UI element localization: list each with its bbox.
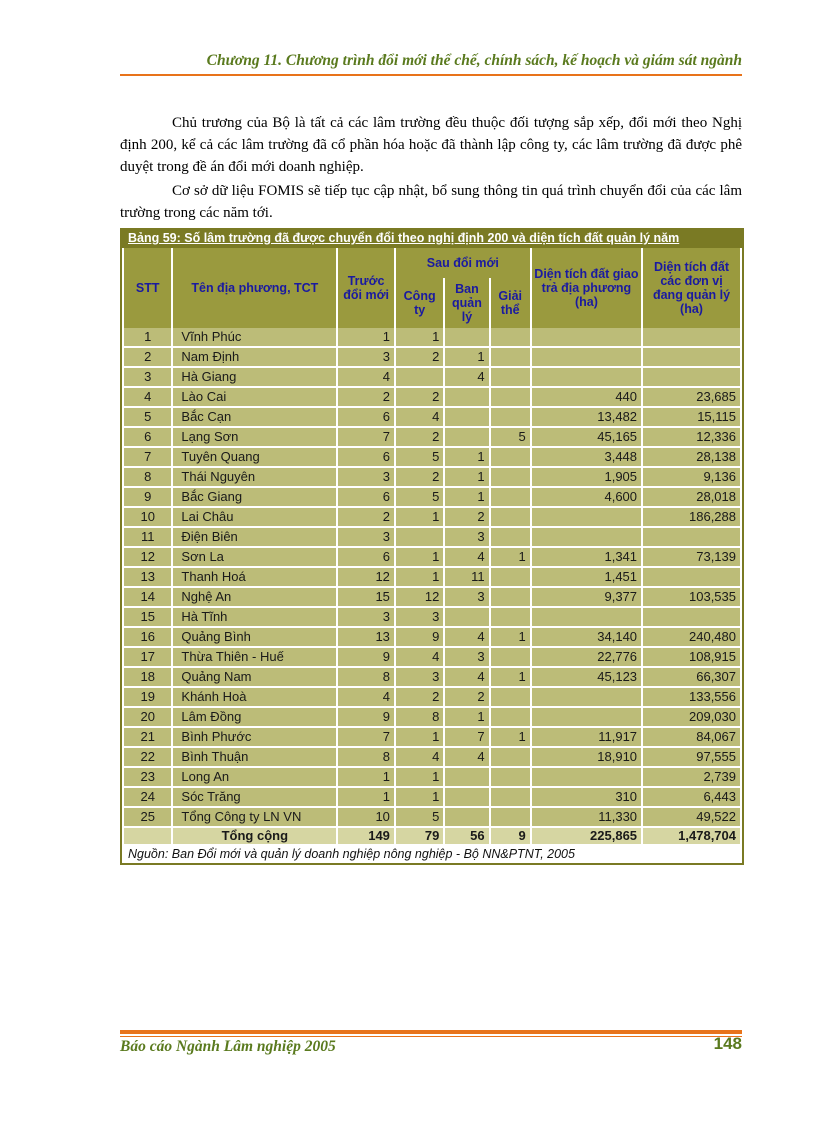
cell-stt: 21 xyxy=(124,728,171,748)
cell-stt: 20 xyxy=(124,708,171,728)
cell-dissolved xyxy=(491,388,530,408)
cell-area-managed: 6,443 xyxy=(643,788,740,808)
cell-name: Sóc Trăng xyxy=(173,788,336,808)
cell-board: 1 xyxy=(445,488,488,508)
cell-area-returned: 1,451 xyxy=(532,568,641,588)
cell-name: Sơn La xyxy=(173,548,336,568)
cell-name: Hà Giang xyxy=(173,368,336,388)
cell-name: Lào Cai xyxy=(173,388,336,408)
table-row xyxy=(124,408,740,428)
cell-dissolved xyxy=(491,468,530,488)
cell-company: 3 xyxy=(396,608,443,628)
cell-company: 9 xyxy=(396,628,443,648)
cell-name: Bình Thuận xyxy=(173,748,336,768)
cell-area-returned xyxy=(532,688,641,708)
cell-board xyxy=(445,328,488,348)
total-board: 56 xyxy=(445,828,488,846)
cell-name: Lạng Sơn xyxy=(173,428,336,448)
cell-area-managed xyxy=(643,568,740,588)
total-dissolved: 9 xyxy=(491,828,530,846)
cell-board: 3 xyxy=(445,528,488,548)
cell-stt: 14 xyxy=(124,588,171,608)
cell-stt: 22 xyxy=(124,748,171,768)
cell-before: 2 xyxy=(338,508,394,528)
cell-dissolved xyxy=(491,508,530,528)
table-row xyxy=(124,648,740,668)
header-area-managed: Diện tích đất các đơn vị đang quản lý (ha) xyxy=(643,248,740,328)
table-row xyxy=(124,328,740,348)
cell-stt: 17 xyxy=(124,648,171,668)
cell-dissolved xyxy=(491,788,530,808)
cell-board: 1 xyxy=(445,448,488,468)
page-number: 148 xyxy=(713,1034,742,1053)
total-before: 149 xyxy=(338,828,394,846)
cell-dissolved xyxy=(491,528,530,548)
cell-area-returned: 3,448 xyxy=(532,448,641,468)
cell-before: 6 xyxy=(338,488,394,508)
header-after-group: Sau đổi mới xyxy=(396,248,530,278)
cell-area-managed: 12,336 xyxy=(643,428,740,448)
cell-board: 4 xyxy=(445,748,488,768)
cell-board xyxy=(445,408,488,428)
table-row xyxy=(124,568,740,588)
table-row xyxy=(124,668,740,688)
cell-area-returned: 1,905 xyxy=(532,468,641,488)
cell-before: 1 xyxy=(338,328,394,348)
table-row xyxy=(124,688,740,708)
cell-area-managed xyxy=(643,328,740,348)
table-caption: Bảng 59: Số lâm trường đã được chuyển đổi theo nghị định 200 và diện tích đất quản lý năm xyxy=(122,230,742,248)
cell-area-managed: 240,480 xyxy=(643,628,740,648)
cell-board: 4 xyxy=(445,368,488,388)
cell-area-managed: 103,535 xyxy=(643,588,740,608)
table-row xyxy=(124,628,740,648)
cell-before: 1 xyxy=(338,768,394,788)
cell-stt: 19 xyxy=(124,688,171,708)
cell-dissolved xyxy=(491,748,530,768)
cell-area-returned: 4,600 xyxy=(532,488,641,508)
table-row xyxy=(124,528,740,548)
cell-stt: 16 xyxy=(124,628,171,648)
table-row xyxy=(124,788,740,808)
table-row xyxy=(124,588,740,608)
conversion-table xyxy=(122,248,742,846)
cell-area-managed: 28,138 xyxy=(643,448,740,468)
table-row xyxy=(124,548,740,568)
cell-board xyxy=(445,788,488,808)
cell-company: 5 xyxy=(396,488,443,508)
footer-rule xyxy=(120,1030,742,1037)
cell-stt: 3 xyxy=(124,368,171,388)
table-row xyxy=(124,768,740,788)
table-row xyxy=(124,368,740,388)
cell-dissolved: 1 xyxy=(491,548,530,568)
table-row xyxy=(124,708,740,728)
cell-dissolved: 5 xyxy=(491,428,530,448)
cell-before: 9 xyxy=(338,648,394,668)
cell-name: Lai Châu xyxy=(173,508,336,528)
cell-company: 12 xyxy=(396,588,443,608)
cell-name: Thái Nguyên xyxy=(173,468,336,488)
cell-stt: 7 xyxy=(124,448,171,468)
cell-area-returned: 45,123 xyxy=(532,668,641,688)
cell-board xyxy=(445,428,488,448)
cell-before: 9 xyxy=(338,708,394,728)
cell-area-managed: 49,522 xyxy=(643,808,740,828)
total-area-managed: 1,478,704 xyxy=(643,828,740,846)
table-row xyxy=(124,508,740,528)
cell-area-returned xyxy=(532,508,641,528)
cell-dissolved xyxy=(491,688,530,708)
cell-area-managed xyxy=(643,608,740,628)
cell-area-returned: 18,910 xyxy=(532,748,641,768)
cell-dissolved xyxy=(491,348,530,368)
header-name: Tên địa phương, TCT xyxy=(173,248,336,328)
cell-area-managed: 66,307 xyxy=(643,668,740,688)
cell-name: Quảng Nam xyxy=(173,668,336,688)
cell-board: 1 xyxy=(445,708,488,728)
cell-name: Bắc Giang xyxy=(173,488,336,508)
cell-name: Nghệ An xyxy=(173,588,336,608)
cell-name: Bắc Cạn xyxy=(173,408,336,428)
cell-stt: 8 xyxy=(124,468,171,488)
cell-area-returned xyxy=(532,708,641,728)
cell-before: 3 xyxy=(338,528,394,548)
cell-before: 12 xyxy=(338,568,394,588)
cell-area-managed: 97,555 xyxy=(643,748,740,768)
cell-board: 3 xyxy=(445,648,488,668)
cell-dissolved xyxy=(491,368,530,388)
cell-area-managed: 28,018 xyxy=(643,488,740,508)
cell-name: Long An xyxy=(173,768,336,788)
cell-area-returned: 440 xyxy=(532,388,641,408)
table-row xyxy=(124,728,740,748)
table-row xyxy=(124,448,740,468)
cell-company: 1 xyxy=(396,508,443,528)
cell-area-returned: 310 xyxy=(532,788,641,808)
chapter-header: Chương 11. Chương trình đổi mới thể chế, chính sách, kế hoạch và giám sát ngành xyxy=(206,52,742,69)
cell-area-managed xyxy=(643,348,740,368)
cell-dissolved xyxy=(491,408,530,428)
cell-area-managed: 108,915 xyxy=(643,648,740,668)
cell-name: Vĩnh Phúc xyxy=(173,328,336,348)
cell-area-returned xyxy=(532,328,641,348)
cell-area-managed: 23,685 xyxy=(643,388,740,408)
cell-dissolved xyxy=(491,708,530,728)
cell-before: 6 xyxy=(338,448,394,468)
cell-stt: 2 xyxy=(124,348,171,368)
cell-area-returned xyxy=(532,768,641,788)
table-row xyxy=(124,428,740,448)
cell-before: 4 xyxy=(338,368,394,388)
cell-stt: 11 xyxy=(124,528,171,548)
cell-company xyxy=(396,528,443,548)
cell-board xyxy=(445,768,488,788)
cell-stt: 18 xyxy=(124,668,171,688)
cell-name: Thanh Hoá xyxy=(173,568,336,588)
cell-board xyxy=(445,388,488,408)
cell-board: 4 xyxy=(445,628,488,648)
total-company: 79 xyxy=(396,828,443,846)
cell-stt: 10 xyxy=(124,508,171,528)
cell-before: 10 xyxy=(338,808,394,828)
table-row xyxy=(124,608,740,628)
cell-area-managed xyxy=(643,528,740,548)
cell-name: Lâm Đồng xyxy=(173,708,336,728)
cell-board xyxy=(445,608,488,628)
cell-before: 13 xyxy=(338,628,394,648)
cell-before: 3 xyxy=(338,348,394,368)
cell-company: 8 xyxy=(396,708,443,728)
cell-name: Tuyên Quang xyxy=(173,448,336,468)
cell-dissolved xyxy=(491,648,530,668)
data-table-frame xyxy=(120,228,744,865)
total-row xyxy=(124,828,740,846)
cell-stt: 13 xyxy=(124,568,171,588)
cell-before: 6 xyxy=(338,548,394,568)
cell-before: 2 xyxy=(338,388,394,408)
header-dissolved: Giải thể xyxy=(491,278,530,328)
cell-area-returned xyxy=(532,608,641,628)
cell-before: 7 xyxy=(338,728,394,748)
cell-before: 7 xyxy=(338,428,394,448)
cell-before: 4 xyxy=(338,688,394,708)
cell-area-managed: 2,739 xyxy=(643,768,740,788)
cell-dissolved: 1 xyxy=(491,728,530,748)
cell-company: 2 xyxy=(396,468,443,488)
cell-company: 1 xyxy=(396,768,443,788)
cell-stt: 1 xyxy=(124,328,171,348)
cell-stt: 25 xyxy=(124,808,171,828)
cell-company: 2 xyxy=(396,348,443,368)
header-before: Trước đổi mới xyxy=(338,248,394,328)
cell-dissolved xyxy=(491,808,530,828)
cell-before: 8 xyxy=(338,668,394,688)
cell-board: 1 xyxy=(445,468,488,488)
cell-dissolved xyxy=(491,488,530,508)
cell-company: 5 xyxy=(396,808,443,828)
cell-area-returned: 34,140 xyxy=(532,628,641,648)
table-body xyxy=(124,328,740,828)
cell-name: Thừa Thiên - Huế xyxy=(173,648,336,668)
cell-company: 1 xyxy=(396,788,443,808)
cell-stt: 24 xyxy=(124,788,171,808)
cell-dissolved xyxy=(491,448,530,468)
cell-company: 4 xyxy=(396,408,443,428)
cell-board: 4 xyxy=(445,668,488,688)
cell-board: 11 xyxy=(445,568,488,588)
table-row xyxy=(124,388,740,408)
cell-company: 2 xyxy=(396,428,443,448)
cell-area-returned: 1,341 xyxy=(532,548,641,568)
cell-dissolved: 1 xyxy=(491,668,530,688)
cell-area-returned xyxy=(532,368,641,388)
cell-dissolved: 1 xyxy=(491,628,530,648)
cell-area-returned xyxy=(532,348,641,368)
cell-area-managed: 186,288 xyxy=(643,508,740,528)
cell-company: 4 xyxy=(396,748,443,768)
cell-name: Khánh Hoà xyxy=(173,688,336,708)
cell-area-returned: 11,330 xyxy=(532,808,641,828)
cell-board: 7 xyxy=(445,728,488,748)
cell-area-managed: 15,115 xyxy=(643,408,740,428)
cell-name: Quảng Bình xyxy=(173,628,336,648)
cell-dissolved xyxy=(491,568,530,588)
cell-area-managed: 133,556 xyxy=(643,688,740,708)
cell-name: Bình Phước xyxy=(173,728,336,748)
cell-before: 15 xyxy=(338,588,394,608)
header-stt: STT xyxy=(124,248,171,328)
cell-company: 2 xyxy=(396,388,443,408)
cell-area-returned: 11,917 xyxy=(532,728,641,748)
cell-area-returned: 22,776 xyxy=(532,648,641,668)
cell-dissolved xyxy=(491,768,530,788)
cell-name: Điện Biên xyxy=(173,528,336,548)
report-title: Báo cáo Ngành Lâm nghiệp 2005 xyxy=(120,1038,336,1055)
cell-before: 8 xyxy=(338,748,394,768)
cell-name: Tổng Công ty LN VN xyxy=(173,808,336,828)
table-row xyxy=(124,348,740,368)
cell-area-managed: 9,136 xyxy=(643,468,740,488)
header-area-returned: Diện tích đất giao trả địa phương (ha) xyxy=(532,248,641,328)
cell-stt: 9 xyxy=(124,488,171,508)
cell-stt: 23 xyxy=(124,768,171,788)
cell-stt: 12 xyxy=(124,548,171,568)
cell-area-returned: 9,377 xyxy=(532,588,641,608)
total-area-returned: 225,865 xyxy=(532,828,641,846)
cell-dissolved xyxy=(491,608,530,628)
cell-before: 3 xyxy=(338,608,394,628)
cell-board: 2 xyxy=(445,688,488,708)
cell-company: 4 xyxy=(396,648,443,668)
cell-dissolved xyxy=(491,328,530,348)
cell-before: 1 xyxy=(338,788,394,808)
cell-board xyxy=(445,808,488,828)
cell-name: Hà Tĩnh xyxy=(173,608,336,628)
cell-stt: 5 xyxy=(124,408,171,428)
cell-company: 1 xyxy=(396,548,443,568)
cell-area-returned xyxy=(532,528,641,548)
cell-area-managed xyxy=(643,368,740,388)
paragraph-1: Chủ trương của Bộ là tất cả các lâm trường đều thuộc đối tượng sắp xếp, đổi mới theo Nghị định 200, kể cả các lâm trường đã cổ phần hóa hoặc đã thành lập công ty, các lâm trường đã được phê duyệt trong đề án đổi mới doanh nghiệp. xyxy=(120,115,742,175)
cell-name: Nam Định xyxy=(173,348,336,368)
cell-board: 1 xyxy=(445,348,488,368)
cell-dissolved xyxy=(491,588,530,608)
cell-before: 3 xyxy=(338,468,394,488)
cell-company: 1 xyxy=(396,728,443,748)
cell-company xyxy=(396,368,443,388)
cell-board: 3 xyxy=(445,588,488,608)
cell-company: 1 xyxy=(396,568,443,588)
cell-area-returned: 13,482 xyxy=(532,408,641,428)
table-source: Nguồn: Ban Đổi mới và quản lý doanh nghiệp nông nghiệp - Bộ NN&PTNT, 2005 xyxy=(128,847,575,861)
cell-company: 2 xyxy=(396,688,443,708)
cell-company: 1 xyxy=(396,328,443,348)
cell-board: 2 xyxy=(445,508,488,528)
header-board: Ban quản lý xyxy=(445,278,488,328)
paragraph-2: Cơ sở dữ liệu FOMIS sẽ tiếp tục cập nhật, bổ sung thông tin quá trình chuyển đổi của các lâm trường trong các năm tới. xyxy=(120,183,742,221)
cell-area-managed: 209,030 xyxy=(643,708,740,728)
total-label: Tổng cộng xyxy=(173,828,336,846)
table-row xyxy=(124,748,740,768)
cell-board: 4 xyxy=(445,548,488,568)
table-row xyxy=(124,808,740,828)
cell-company: 3 xyxy=(396,668,443,688)
header-company: Công ty xyxy=(396,278,443,328)
header-rule xyxy=(120,74,742,76)
cell-stt: 6 xyxy=(124,428,171,448)
cell-stt: 15 xyxy=(124,608,171,628)
cell-area-returned: 45,165 xyxy=(532,428,641,448)
cell-before: 6 xyxy=(338,408,394,428)
table-row xyxy=(124,468,740,488)
table-row xyxy=(124,488,740,508)
cell-area-managed: 84,067 xyxy=(643,728,740,748)
cell-stt: 4 xyxy=(124,388,171,408)
cell-company: 5 xyxy=(396,448,443,468)
cell-area-managed: 73,139 xyxy=(643,548,740,568)
